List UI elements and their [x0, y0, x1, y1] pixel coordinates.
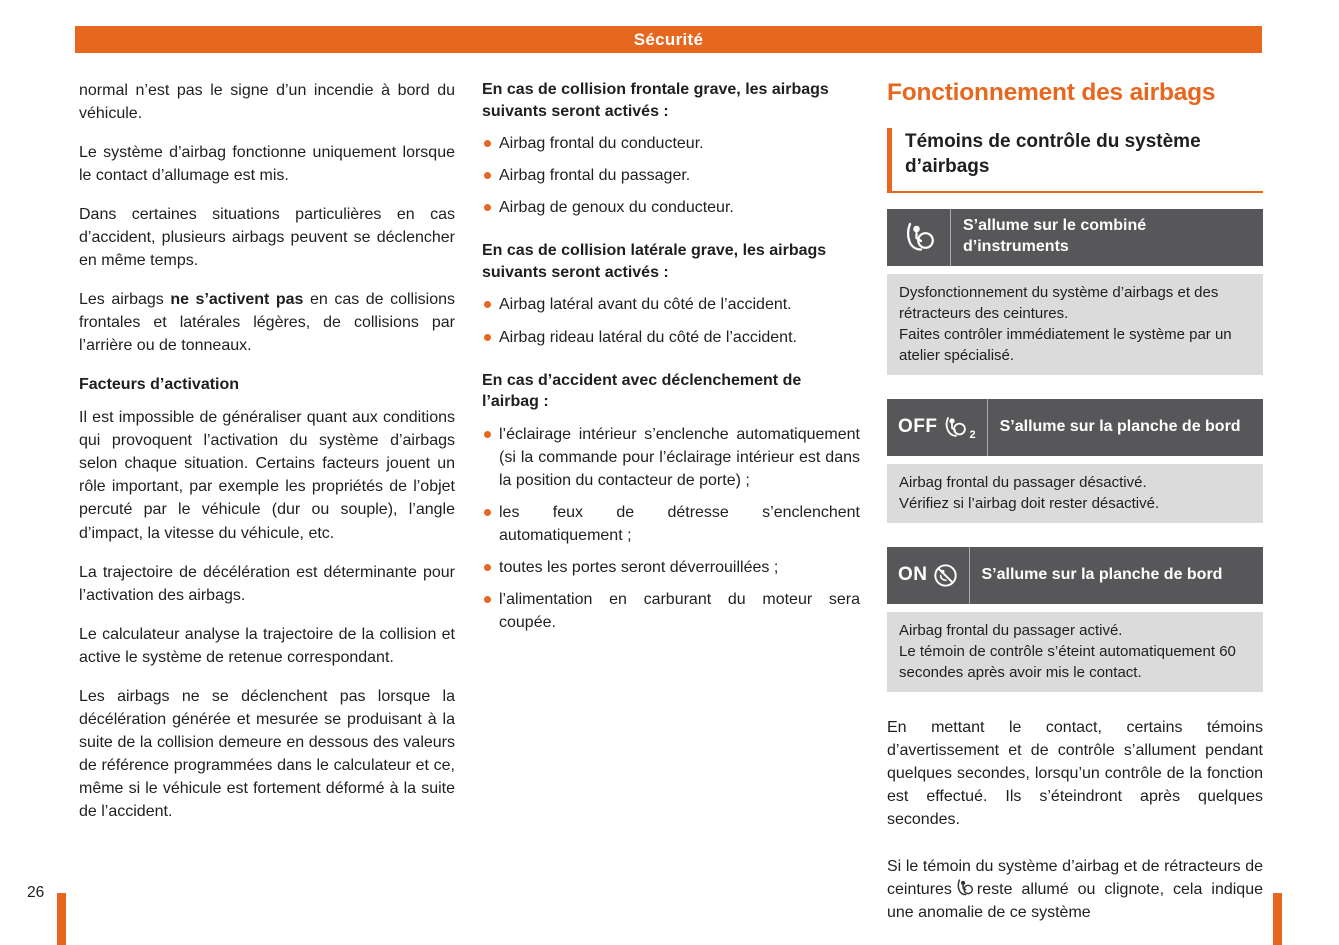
paragraph-text: Si le témoin du système d’airbag et de rétracteurs de ceintures [887, 857, 1263, 898]
indicator-table-body [887, 464, 1263, 523]
paragraph [887, 855, 1263, 924]
airbag-warning-icon [955, 879, 974, 896]
paragraph: normal n’est pas le signe d’un incendie à bord du véhicule. [79, 82, 455, 123]
list-item: Airbag rideau latéral du côté de l’accident. [482, 326, 860, 349]
list-item: l’alimentation en carburant du moteur sera coupée. [482, 588, 860, 634]
section-heading: Facteurs d’activation [79, 376, 240, 394]
paragraph: En mettant le contact, certains témoins d’avertissement et de contrôle s’allument pendant quelques secondes, lorsqu’un contrôle de la fonction est effectué. Ils s’éteindront après quelques secondes. [887, 718, 1263, 828]
indicator-table-header [887, 209, 1263, 266]
indicator-icon-cell [887, 399, 988, 456]
indicator-body-line: Le témoin de contrôle s’éteint automatiquement 60 secondes après avoir mis le contact. [899, 642, 1236, 681]
section-heading: En cas d’accident avec déclenchement de l’airbag : [482, 371, 802, 411]
list-item: toutes les portes seront déverrouillées ; [482, 556, 860, 579]
indicator-header-text: S’allume sur la planche de bord [999, 417, 1241, 435]
airbag-warning-icon [903, 222, 935, 252]
subsection-heading: Témoins de contrôle du système d’airbags [887, 128, 1263, 192]
paragraph: Dans certaines situations particulières en cas d’accident, plusieurs airbags peuvent se déclencher en même temps. [79, 206, 455, 270]
right-column [887, 79, 1263, 924]
indicator-table-body [887, 612, 1263, 692]
indicator-table-header [887, 547, 1263, 604]
indicator-table-passenger-airbag-on [887, 547, 1263, 692]
indicator-table-passenger-airbag-off [887, 399, 1263, 523]
bullet-list [482, 132, 860, 219]
list-item: Airbag latéral avant du côté de l’accident. [482, 293, 860, 316]
section-heading: En cas de collision frontale grave, les airbags suivants seront activés : [482, 81, 829, 120]
paragraph-bold-text: ne s’activent pas [170, 291, 304, 309]
indicator-table-body [887, 274, 1263, 375]
passenger-airbag-off-icon [943, 416, 968, 439]
indicator-icon-cell [887, 547, 970, 604]
chapter-title: Sécurité [633, 29, 704, 49]
indicator-body-line: Airbag frontal du passager activé. [899, 621, 1123, 639]
indicator-body-line: Faites contrôler immédiatement le système par un atelier spécialisé. [899, 325, 1232, 364]
list-item: Airbag frontal du passager. [482, 164, 860, 187]
bullet-list [482, 293, 860, 348]
middle-column [482, 79, 860, 924]
indicator-table-instrument-cluster [887, 209, 1263, 375]
paragraph: Le calculateur analyse la trajectoire de la collision et active le système de retenue correspondant. [79, 625, 455, 666]
page-number: 26 [27, 884, 45, 901]
indicator-table-header [887, 399, 1263, 456]
paragraph: Il est impossible de généraliser quant aux conditions qui provoquent l’activation du système d’airbags selon chaque situation. Certains facteurs jouent un rôle important, par exemple les propriétés de l’objet percuté par le véhicule (dur ou souple), l’angle d’impact, la vitesse du véhicule, etc. [79, 409, 455, 542]
paragraph-text: en cas de collisions frontales et latérales légères, de collisions par l’arrière ou de tonneaux. [79, 291, 455, 355]
chapter-banner [75, 26, 1262, 53]
bullet-list [482, 423, 860, 634]
paragraph: La trajectoire de décélération est déterminante pour l’activation des airbags. [79, 563, 455, 604]
indicator-body-line: Dysfonctionnement du système d’airbags et des rétracteurs des ceintures. [899, 283, 1219, 322]
page-columns [79, 79, 1263, 924]
indicator-icon-cell [887, 209, 951, 266]
paragraph [79, 288, 455, 357]
list-item: Airbag de genoux du conducteur. [482, 196, 860, 219]
chapter-edge-tab-left [57, 893, 66, 945]
indicator-header-text: S’allume sur le combiné d’instruments [963, 217, 1147, 256]
chapter-edge-tab-right [1273, 893, 1282, 945]
indicator-body-line: Vérifiez si l’airbag doit rester désactivé. [899, 494, 1160, 512]
section-heading: En cas de collision latérale grave, les airbags suivants seront activés : [482, 242, 827, 281]
icon-subscript: 2 [969, 428, 976, 441]
paragraph-text: reste allumé ou clignote, cela indique une anomalie de ce système [887, 880, 1263, 921]
paragraph: Le système d’airbag fonctionne uniquement lorsque le contact d’allumage est mis. [79, 144, 455, 185]
on-label: ON [898, 564, 928, 586]
off-label: OFF [898, 416, 938, 438]
list-item: Airbag frontal du conducteur. [482, 132, 860, 155]
page-section-title: Fonctionnement des airbags [887, 79, 1216, 106]
paragraph-text: Les airbags [79, 291, 164, 309]
list-item: l’éclairage intérieur s’enclenche automatiquement (si la commande pour l’éclairage intérieur est dans la position du contacteur de porte) ; [482, 423, 860, 492]
indicator-header-text: S’allume sur la planche de bord [981, 565, 1223, 583]
list-item: les feux de détresse s’enclenchent automatiquement ; [482, 501, 860, 547]
indicator-body-line: Airbag frontal du passager désactivé. [899, 473, 1147, 491]
paragraph: Les airbags ne se déclenchent pas lorsque la décélération générée et mesurée se produisant à la suite de la collision demeure en dessous des valeurs de référence programmées dans le calculateur et ce, même si le véhicule est fortement déformé à la suite de l’accident. [79, 687, 455, 820]
left-column [79, 79, 455, 924]
passenger-airbag-on-icon [933, 563, 958, 588]
